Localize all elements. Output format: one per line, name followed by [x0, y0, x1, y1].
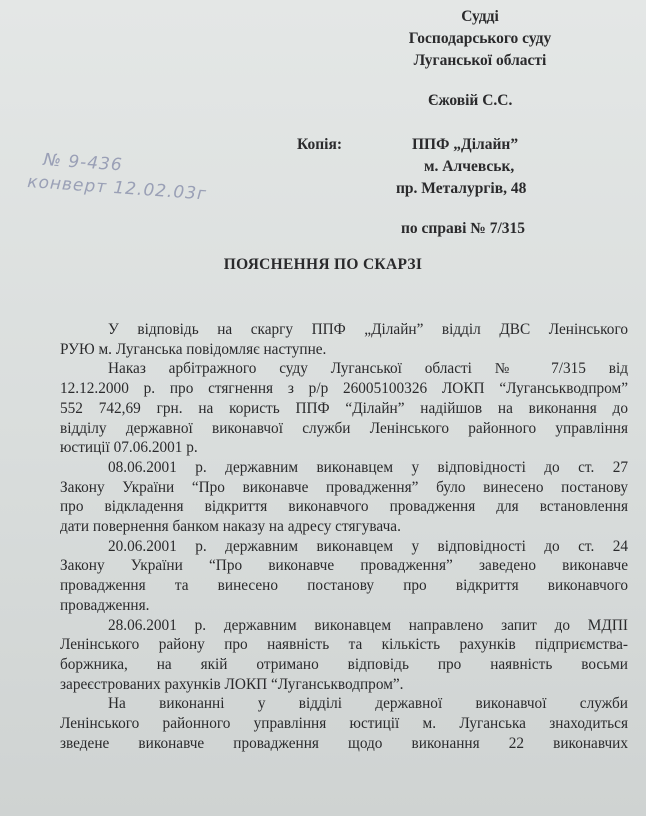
text-line: На виконанні у відділі державної виконавчої служби: [108, 695, 628, 713]
text-line: відділу державної виконавчої служби Ленінського районного управління: [60, 419, 628, 437]
text-line: 20.06.2001 р. державним виконавцем у відповідності до ст. 24: [108, 537, 628, 555]
text-line: Ленінського районного управління юстиції м. Луганська знаходиться: [60, 715, 628, 733]
text-line: зведене виконавче провадження щодо виконання 22 виконавчих: [60, 734, 628, 752]
text-line: Закону України “Про виконавче провадження” було винесено постанову: [60, 478, 628, 496]
paragraph-1: [60, 320, 628, 359]
text-line: зареєстрованих рахунків ЛОКП “Луганськводпром”.: [60, 675, 404, 693]
judge-name: Єжовій С.С.: [428, 92, 513, 109]
document-body: [60, 320, 628, 753]
text-line: боржника, на якій отримано відповідь про наявність восьми: [60, 655, 628, 673]
paragraph-4: [60, 537, 628, 616]
text-line: про відкладення відкриття виконавчого провадження для встановлення: [60, 498, 628, 516]
handwritten-note-2: конверт 12.02.03г: [26, 172, 208, 205]
text-line: провадження та винесено постанову про відкриття виконавчого: [60, 577, 628, 595]
copy-label: Копія:: [297, 136, 343, 153]
paragraph-6: [60, 694, 628, 753]
text-line: дати повернення банком наказу на адресу стягувача.: [60, 518, 401, 536]
copy-line-2: м. Алчевськ,: [424, 158, 515, 175]
text-line: РУЮ м. Луганська повідомляє наступне.: [60, 340, 327, 358]
copy-line-1: ППФ „Ділайн”: [412, 136, 519, 153]
paragraph-5: [60, 616, 628, 695]
text-line: Ленінського району про наявність та кількість рахунків підприємства-: [60, 636, 628, 654]
recipient-line-1: Судді: [461, 8, 499, 25]
text-line: 12.12.2000 р. про стягнення з р/р 26005100326 ЛОКП “Луганськводпром”: [60, 380, 628, 398]
text-line: юстиції 07.06.2001 р.: [60, 439, 198, 457]
text-line: Наказ арбітражного суду Луганської області № 7/315 від: [108, 360, 628, 378]
case-reference: по справі № 7/315: [401, 220, 526, 237]
text-line: 552 742,69 грн. на користь ППФ “Ділайн” надійшов на виконання до: [60, 399, 628, 417]
recipient-block: [370, 6, 590, 72]
text-line: 28.06.2001 р. державним виконавцем направлено запит до МДПІ: [108, 616, 628, 634]
paragraph-2: [60, 359, 628, 458]
handwritten-note-1: № 9-436: [42, 150, 124, 176]
text-line: провадження.: [60, 596, 150, 614]
recipient-line-2: Господарського суду: [408, 30, 552, 47]
copy-line-3: пр. Металургів, 48: [396, 180, 527, 197]
text-line: 08.06.2001 р. державним виконавцем у відповідності до ст. 27: [108, 458, 628, 476]
copy-recipient-block: [396, 134, 526, 200]
text-line: У відповідь на скаргу ППФ „Ділайн” відділ ДВС Ленінського: [108, 321, 628, 338]
text-line: Закону України “Про виконавче провадження” заведено виконавче: [60, 557, 628, 575]
document-title: ПОЯСНЕННЯ ПО СКАРЗІ: [223, 256, 423, 273]
recipient-line-3: Луганської області: [413, 52, 547, 69]
paragraph-3: [60, 458, 628, 537]
